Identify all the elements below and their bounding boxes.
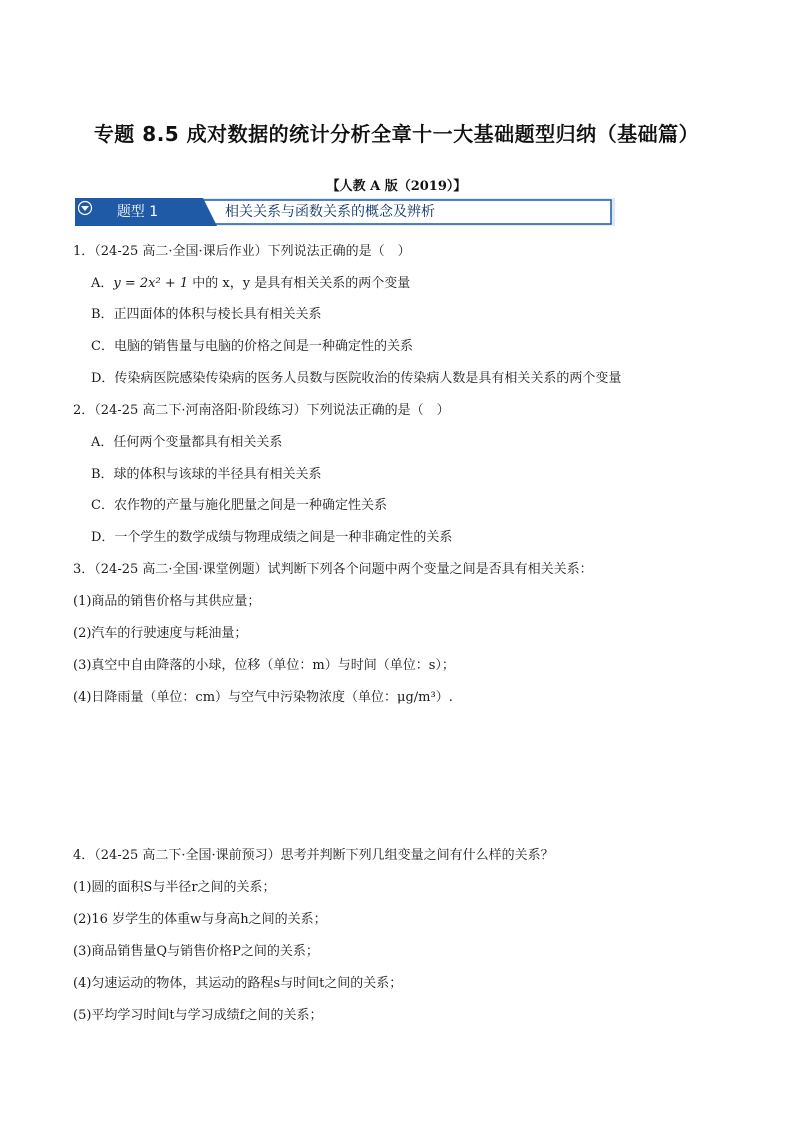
q4-item-1: (1)圆的面积S与半径r之间的关系；	[73, 880, 276, 895]
q4-item-5: (5)平均学习时间t与学习成绩f之间的关系；	[73, 1008, 323, 1023]
q2-option-c: C．农作物的产量与施化肥量之间是一种确定性关系	[91, 498, 387, 513]
q1-option-a-formula: y = 2x² + 1	[113, 276, 189, 291]
q2-option-a: A．任何两个变量都具有相关关系	[91, 435, 283, 450]
q4-stem: 4．（24-25 高二下·全国·课前预习）思考并判断下列几组变量之间有什么样的关系？	[73, 848, 554, 863]
q4-item-2: (2)16 岁学生的体重w与身高h之间的关系；	[73, 912, 327, 927]
q1-option-c: C．电脑的销售量与电脑的价格之间是一种确定性的关系	[91, 339, 413, 354]
q3-item-3: (3)真空中自由降落的小球，位移（单位：m）与时间（单位：s）；	[73, 658, 455, 673]
q4-item-4: (4)匀速运动的物体，其运动的路程s与时间t之间的关系；	[73, 976, 403, 991]
q1-option-a-text: 中的 x，y 是具有相关关系的两个变量	[188, 276, 411, 291]
edition-label: 【人教 A 版（2019）】	[326, 179, 467, 194]
q3-item-1: (1)商品的销售价格与其供应量；	[73, 594, 261, 609]
page-title: 专题 8.5 成对数据的统计分析全章十一大基础题型归纳（基础篇）	[93, 122, 700, 146]
q1-option-b: B．正四面体的体积与棱长具有相关关系	[91, 307, 322, 322]
q3-item-4: (4)日降雨量（单位：cm）与空气中污染物浓度（单位：μg/m³）.	[73, 690, 453, 705]
q2-option-d: D．一个学生的数学成绩与物理成绩之间是一种非确定性的关系	[91, 530, 453, 545]
chevron-down-icon[interactable]	[75, 198, 95, 218]
q2-option-b: B．球的体积与该球的半径具有相关关系	[91, 467, 322, 482]
section-banner	[75, 198, 615, 226]
q2-stem: 2．（24-25 高二下·河南洛阳·阶段练习）下列说法正确的是（ ）	[73, 403, 450, 418]
q3-item-2: (2)汽车的行驶速度与耗油量；	[73, 626, 248, 641]
banner-topic: 相关关系与函数关系的概念及辨析	[225, 204, 435, 220]
q3-stem: 3．（24-25 高二·全国·课堂例题）试判断下列各个问题中两个变量之间是否具有相关关系：	[73, 562, 593, 577]
q1-option-a	[91, 275, 410, 293]
q4-item-3: (3)商品销售量Q与销售价格P之间的关系；	[73, 944, 319, 959]
q1-option-a-prefix: A．	[91, 276, 114, 291]
q1-option-d: D．传染病医院感染传染病的医务人员数与医院收治的传染病人数是具有相关关系的两个变量	[91, 371, 622, 386]
banner-type-label: 题型 1	[116, 204, 159, 220]
q1-stem: 1．（24-25 高二·全国·课后作业）下列说法正确的是（ ）	[73, 244, 411, 259]
